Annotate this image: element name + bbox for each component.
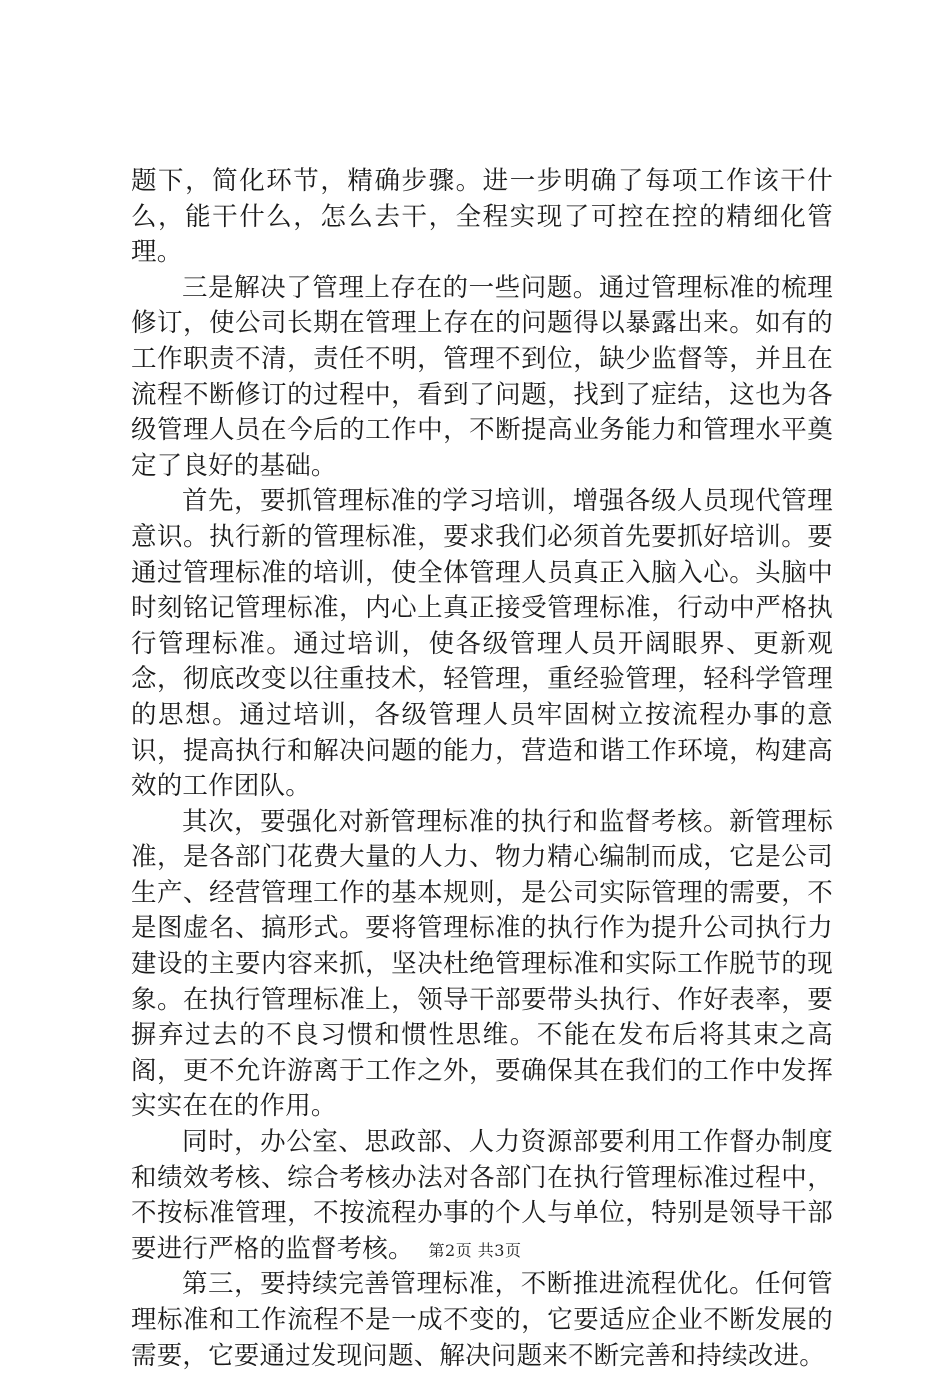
paragraph-1: 题下，简化环节，精确步骤。进一步明确了每项工作该干什么，能干什么，怎么去干，全程实现了可控在控的精细化管理。	[131, 166, 833, 268]
paragraph-5: 同时，办公室、思政部、人力资源部要利用工作督办制度和绩效考核、综合考核办法对各部门在执行管理标准过程中，不按标准管理，不按流程办事的个人与单位，特别是领导干部要进行严格的监督考核。	[131, 1127, 833, 1264]
paragraph-6: 第三，要持续完善管理标准，不断推进流程优化。任何管理标准和工作流程不是一成不变的，它要适应企业不断发展的需要，它要通过发现问题、解决问题来不断完善和持续改进。	[131, 1269, 833, 1371]
paragraph-3: 首先，要抓管理标准的学习培训，增强各级人员现代管理意识。执行新的管理标准，要求我们必须首先要抓好培训。要通过管理标准的培训，使全体管理人员真正入脑入心。头脑中时刻铭记管理标准，内心上真正接受管理标准，行动中严格执行管理标准。通过培训，使各级管理人员开阔眼界、更新观念，彻底改变以往重技术，轻管理，重经验管理，轻科学管理的思想。通过培训，各级管理人员牢固树立按流程办事的意识，提高执行和解决问题的能力，营造和谐工作环境，构建高效的工作团队。	[131, 486, 833, 802]
page-number-footer: 第2页 共3页	[428, 1241, 522, 1260]
paragraph-4: 其次，要强化对新管理标准的执行和监督考核。新管理标准，是各部门花费大量的人力、物力精心编制而成，它是公司生产、经营管理工作的基本规则，是公司实际管理的需要，不是图虚名、搞形式。要将管理标准的执行作为提升公司执行力建设的主要内容来抓，坚决杜绝管理标准和实际工作脱节的现象。在执行管理标准上，领导干部要带头执行、作好表率，要摒弃过去的不良习惯和惯性思维。不能在发布后将其束之高阁，更不允许游离于工作之外，要确保其在我们的工作中发挥实实在在的作用。	[131, 806, 833, 1122]
paragraph-2: 三是解决了管理上存在的一些问题。通过管理标准的梳理修订，使公司长期在管理上存在的问题得以暴露出来。如有的工作职责不清，责任不明，管理不到位，缺少监督等，并且在流程不断修订的过程中，看到了问题，找到了症结，这也为各级管理人员在今后的工作中，不断提高业务能力和管理水平奠定了良好的基础。	[131, 272, 833, 481]
document-body	[131, 164, 833, 1374]
